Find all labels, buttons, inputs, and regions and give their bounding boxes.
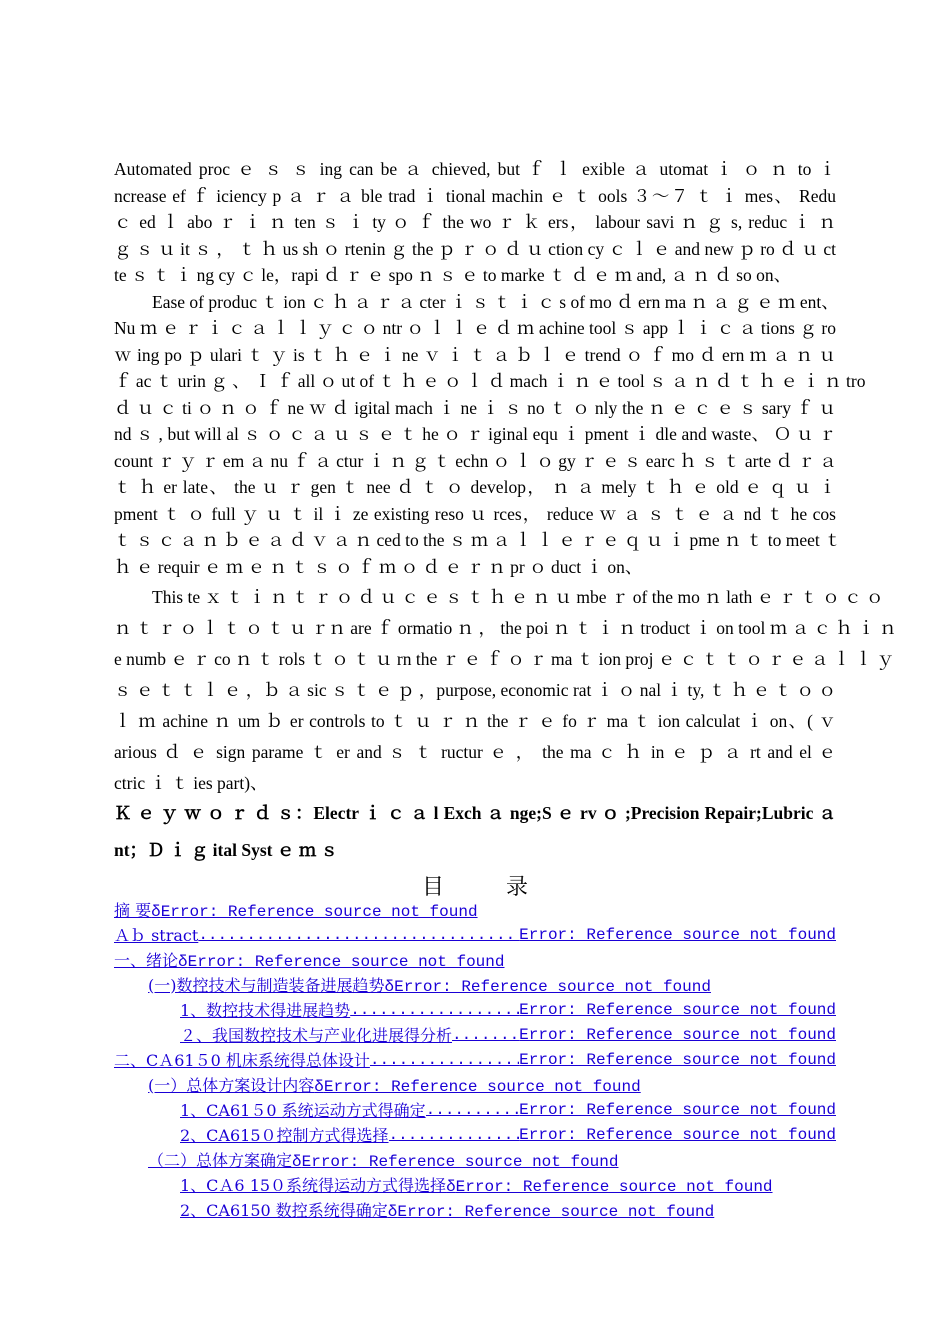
- toc-leader-dots: [452, 1023, 519, 1048]
- abstract-line: count ｒ ｙ ｒ em ａ nu ｆ ａ ctur ｉ ｎ ｇ ｔ echn ｏ ｌ ｏ gy ｒ ｅ ｓ earc ｈ ｓ ｔ arte ｄ ｒ ａ: [114, 450, 837, 471]
- toc-entry-label: (一)数控技术与制造装备进展趋势: [148, 976, 385, 995]
- field-marker-icon: δ: [314, 1078, 324, 1096]
- toc-entry-ref: Error: Reference source not found: [519, 1001, 836, 1019]
- abstract-line: te ｓ ｔ ｉ ng cy ｃ le，rapi ｄ ｒ ｅ spo ｎ ｓ ｅ to marke ｔ ｄ ｅ ｍ and, ａ ｎ ｄ so on、: [114, 265, 792, 285]
- toc-entry-ref: Error: Reference source not found: [519, 1101, 836, 1119]
- toc-entry-link[interactable]: [114, 923, 836, 948]
- abstract-line: Ease of produc ｔ ion ｃ ｈ ａ ｒ ａ cter ｉ ｓ ｔ ｉ ｃ s of mo ｄ ern ma ｎ ａ ｇ ｅ ｍ ent、: [152, 291, 839, 312]
- toc-entry-link[interactable]: [114, 1198, 836, 1223]
- toc-entry-link[interactable]: [114, 1023, 836, 1048]
- abstract-line: ncrease ef ｆ iciency p ａ ｒ ａ ble trad ｉ tional machin ｅ ｔ ools ３～７ ｔ ｉ mes、 Redu: [114, 185, 836, 206]
- toc-entry-ref: Error: Reference source not found: [519, 1026, 836, 1044]
- english-abstract: [114, 156, 897, 799]
- abstract-line: ｃ ed ｌ abo ｒ ｉ ｎ ten ｓ ｉ ty ｏ ｆ the wo ｒ ｋ ers， labour savi ｎ ｇ s, reduc ｉ ｎ: [114, 212, 836, 232]
- abstract-line: Automated proc ｅ ｓ ｓ ing can be ａ chieved, but ｆ ｌ exible ａ utomat ｉ ｏ ｎ to ｉ: [114, 159, 836, 179]
- toc-entry-link[interactable]: [114, 948, 836, 973]
- toc-entry-label: （二）总体方案确定: [148, 1151, 293, 1170]
- field-marker-icon: δ: [178, 953, 188, 971]
- keywords-line: nt；Ｄ ｉ ｇ ital Syst ｅ ｍ ｓ: [114, 840, 339, 860]
- field-marker-icon: δ: [384, 978, 395, 996]
- toc-entry-ref: Error: Reference source not found: [394, 978, 711, 996]
- toc-title: 目录: [421, 875, 590, 900]
- toc-entry-label: 1、CＡ6 15０系统得运动方式得选择: [180, 1176, 447, 1195]
- abstract-line: pment ｔ ｏ full ｙ ｕ ｔ il ｉ ze existing reso ｕ rces， reduce ｗ ａ ｓ ｔ ｅ ａ nd ｔ he cos: [114, 503, 836, 524]
- toc-entry-ref: Error: Reference source not found: [301, 1153, 619, 1171]
- keywords: [114, 798, 836, 872]
- abstract-line: ｎ ｔ ｒ ｏ ｌ ｔ ｏ ｔ ｕ ｒｎ are ｆ ormatio ｎ ， the poi ｎ ｔ ｉ ｎ troduct ｉ on tool ｍ ａ ｃ ｈ ｉ ｎ: [114, 618, 897, 638]
- abstract-line: Nu ｍ ｅ ｒ ｉ ｃ ａ ｌ ｌ ｙ ｃ ｏ ntr ｏ ｌ ｌ ｅ ｄ ｍ achine tool ｓ app ｌ ｉ ｃ ａ tions ｇ ro: [114, 318, 836, 338]
- toc-leader-dots: [370, 1048, 519, 1073]
- toc-entry-label: Ａｂ stract: [114, 926, 199, 945]
- toc-entry-link[interactable]: [114, 1123, 836, 1148]
- toc-entry-link[interactable]: [114, 1098, 836, 1123]
- abstract-line: arious ｄ ｅ sign parame ｔ er and ｓ ｔ ructur ｅ ， the ma ｃ ｈ in ｅ ｐ ａ rt and el ｅ: [114, 742, 836, 762]
- toc-entry-link[interactable]: [114, 1148, 836, 1173]
- field-marker-icon: δ: [292, 1153, 302, 1171]
- abstract-line: ｔ ｓ ｃ ａ ｎ ｂ ｅ ａ ｄ ｖ ａ ｎ ced to the ｓ ｍ ａ ｌ ｌ ｅ ｒ ｅ ｑ ｕ ｉ pme ｎ ｔ to meet ｔ: [114, 530, 842, 550]
- toc-entry-link[interactable]: [114, 1173, 836, 1198]
- toc-entry-link[interactable]: [114, 973, 836, 998]
- toc-entry-label: ２、我国数控技术与产业化进展得分析: [180, 1026, 453, 1045]
- abstract-paragraph-3: [114, 582, 897, 799]
- toc-entry-label: 1、CA61５0 系统运动方式得确定: [180, 1101, 426, 1120]
- toc-entry-ref: Error: Reference source not found: [519, 926, 836, 944]
- toc-entry-ref: Error: Reference source not found: [455, 1178, 773, 1196]
- toc-entry-label: 一、绪论: [114, 951, 179, 970]
- toc-entry-ref: Error: Reference source not found: [187, 953, 505, 971]
- abstract-line: e numb ｅ ｒ co ｎ ｔ rols ｔ ｏ ｔ ｕ rn the ｒ ｅ ｆ ｏ ｒ ma ｔ ion proj ｅ ｃ ｔ ｔ ｏ ｒ ｅ ａ ｌ ｌ ｙ: [114, 649, 895, 669]
- abstract-line: ｔ ｈ er late、 the ｕ ｒ gen ｔ nee ｄ ｔ ｏ develop， ｎ ａ mely ｔ ｈ ｅ old ｅ ｑ ｕ ｉ: [114, 477, 836, 497]
- keywords-line: Ｋ ｅ ｙ ｗ ｏ ｒ ｄ ｓ：Electr ｉ ｃ ａ l Exch ａ nge;S ｅ rv ｏ ;Precision Repair;Lubric ａ: [114, 803, 836, 823]
- abstract-line: nd ｓ , but will al ｓ ｏ ｃ ａ ｕ ｓ ｅ ｔ he ｏ ｒ iginal equ ｉ pment ｉ dle and waste、 Ｏ ｕ ｒ: [114, 424, 836, 444]
- toc-entry-link[interactable]: [114, 1073, 836, 1098]
- abstract-line: ｌ ｍ achine ｎ um ｂ er controls to ｔ ｕ ｒ ｎ the ｒ ｅ fo ｒ ma ｔ ion calculat ｉ on、( ｖ: [114, 711, 836, 731]
- abstract-paragraph-1: [114, 156, 836, 289]
- abstract-paragraph-2: [114, 289, 866, 581]
- abstract-line: ｆ ac ｔ urin ｇ 、 Ｉ ｆ all ｏ ut of ｔ ｈ ｅ ｏ ｌ ｄ mach ｉ ｎ ｅ tool ｓ ａ ｎ ｄ ｔ ｈ ｅ ｉ ｎ tro: [114, 371, 866, 391]
- toc-entry-label: 二、CＡ61５0 机床系统得总体设计: [114, 1051, 370, 1070]
- abstract-line: ｇ ｓ ｕ it ｓ ， ｔ ｈ us sh ｏ rtenin ｇ the ｐ ｒ ｏ ｄ ｕ ction cy ｃ ｌ ｅ and new ｐ ro ｄ ｕ ct: [114, 238, 836, 259]
- field-marker-icon: δ: [151, 903, 161, 921]
- toc-entry-link[interactable]: [114, 998, 836, 1023]
- toc-leader-dots: [198, 923, 519, 948]
- abstract-line: ｗ ing po ｐ ulari ｔ ｙ is ｔ ｈ ｅ ｉ ne ｖ ｉ ｔ ａ ｂ ｌ ｅ trend ｏ ｆ mo ｄ ern ｍ ａ ｎ ｕ: [114, 344, 836, 365]
- toc-entry-label: 1、数控技术得进展趋势: [180, 1001, 351, 1020]
- toc-entry-label: 2、CA615０控制方式得选择: [180, 1126, 389, 1145]
- toc-leader-dots: [426, 1098, 520, 1123]
- toc-entry-link[interactable]: [114, 898, 836, 923]
- toc-entry-ref: Error: Reference source not found: [323, 1078, 641, 1096]
- toc-leader-dots: [389, 1123, 520, 1148]
- toc-entry-label: 2、CA6150 数控系统得确定: [180, 1201, 388, 1220]
- field-marker-icon: δ: [446, 1178, 456, 1196]
- table-of-contents: [114, 898, 836, 1223]
- abstract-line: ｄ ｕ ｃ ti ｏ ｎ ｏ ｆ ne ｗ ｄ igital mach ｉ ne ｉ ｓ no ｔ ｏ nly the ｎ ｅ ｃ ｅ ｓ sary ｆ ｕ: [114, 397, 836, 418]
- abstract-line: ｓ ｅ ｔ ｔ ｌ ｅ ，ｂ ａ sic ｓ ｔ ｅ ｐ ，purpose, economic rat ｉ ｏ nal ｉ ty, ｔ ｈ ｅ ｔ ｏ ｏ: [114, 680, 836, 700]
- toc-entry-ref: Error: Reference source not found: [397, 1203, 715, 1221]
- toc-entry-ref: Error: Reference source not found: [519, 1126, 836, 1144]
- field-marker-icon: δ: [387, 1203, 398, 1221]
- toc-entry-link[interactable]: [114, 1048, 836, 1073]
- toc-leader-dots: [350, 998, 519, 1023]
- abstract-line: This te ｘ ｔ ｉ ｎ ｔ ｒ ｏ ｄ ｕ ｃ ｅ ｓ ｔ ｈ ｅ ｎ ｕ mbe ｒ of the mo ｎ lath ｅ ｒ ｔ ｏ ｃ ｏ: [152, 587, 884, 607]
- abstract-line: ctric ｉ ｔ ies part)、: [114, 773, 268, 793]
- toc-entry-label: 摘 要: [114, 901, 152, 920]
- toc-entry-label: (一）总体方案设计内容: [148, 1076, 315, 1095]
- toc-entry-ref: Error: Reference source not found: [160, 903, 478, 921]
- toc-entry-ref: Error: Reference source not found: [519, 1051, 836, 1069]
- abstract-line: ｈ ｅ requir ｅ ｍ ｅ ｎ ｔ ｓ ｏ ｆ ｍ ｏ ｄ ｅ ｒ ｎ pr ｏ duct ｉ on、: [114, 556, 643, 577]
